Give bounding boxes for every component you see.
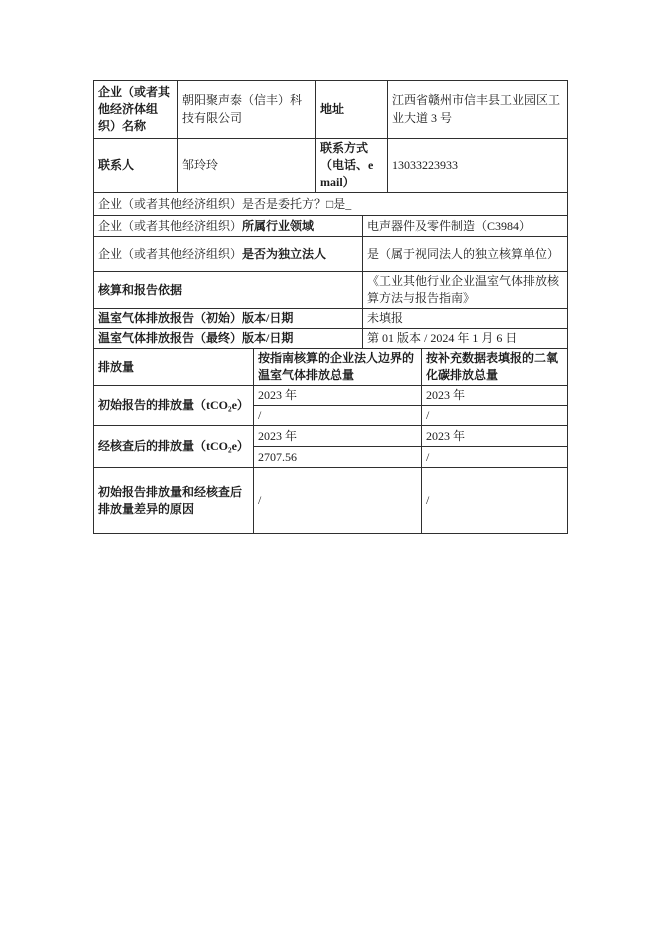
difference-reason-value-supplement: / (422, 468, 568, 534)
company-emissions-info-table (93, 80, 568, 534)
initial-emission-year-guide: 2023 年 (254, 386, 422, 406)
address-label: 地址 (316, 81, 388, 139)
verified-emission-value-supplement: / (422, 447, 568, 468)
final-report-version-label: 温室气体排放报告（最终）版本/日期 (94, 329, 363, 349)
verified-emission-value-guide: 2707.56 (254, 447, 422, 468)
initial-emission-label: 初始报告的排放量（tCO₂e） (94, 386, 254, 426)
verified-emission-year-guide: 2023 年 (254, 426, 422, 447)
contact-method-label: 联系方式（电话、email） (316, 139, 388, 193)
initial-report-version-label: 温室气体排放报告（初始）版本/日期 (94, 309, 363, 329)
initial-report-version-value: 未填报 (363, 309, 568, 329)
verified-emission-year-supplement: 2023 年 (422, 426, 568, 447)
company-name-label: 企业（或者其他经济体组织）名称 (94, 81, 178, 139)
industry-label-bold: 所属行业领域 (242, 218, 315, 233)
difference-reason-label: 初始报告排放量和经核查后排放量差异的原因 (94, 468, 254, 534)
verified-emission-label: 经核查后的排放量（tCO₂e） (94, 426, 254, 468)
difference-reason-value-guide: / (254, 468, 422, 534)
final-report-version-value: 第 01 版本 / 2024 年 1 月 6 日 (363, 329, 568, 349)
initial-emission-value-supplement: / (422, 406, 568, 426)
org-prefix-text: 企业（或者其他经济组织） (98, 218, 243, 233)
legal-entity-label (94, 237, 363, 272)
contact-method-value: 13033223933 (388, 139, 568, 193)
emissions-header-supplement: 按补充数据表填报的二氧化碳排放总量 (422, 349, 568, 386)
industry-value: 电声器件及零件制造（C3984） (363, 216, 568, 237)
emissions-header-label: 排放量 (94, 349, 254, 386)
emissions-header-guide: 按指南核算的企业法人边界的温室气体排放总量 (254, 349, 422, 386)
company-name-value: 朝阳聚声泰（信丰）科技有限公司 (178, 81, 316, 139)
contact-value: 邹玲玲 (178, 139, 316, 193)
initial-emission-value-guide: / (254, 406, 422, 426)
accounting-basis-value: 《工业其他行业企业温室气体排放核算方法与报告指南》 (363, 272, 568, 309)
legal-entity-label-bold: 是否为独立法人 (242, 246, 327, 261)
address-value: 江西省赣州市信丰县工业园区工业大道 3 号 (388, 81, 568, 139)
legal-entity-value: 是（属于视同法人的独立核算单位） (363, 237, 568, 272)
industry-label (94, 216, 363, 237)
delegate-question: 企业（或者其他经济组织）是否是委托方？□是_ (94, 193, 568, 216)
initial-emission-year-supplement: 2023 年 (422, 386, 568, 406)
contact-label: 联系人 (94, 139, 178, 193)
accounting-basis-label: 核算和报告依据 (94, 272, 363, 309)
org-prefix-text: 企业（或者其他经济组织） (98, 246, 243, 261)
